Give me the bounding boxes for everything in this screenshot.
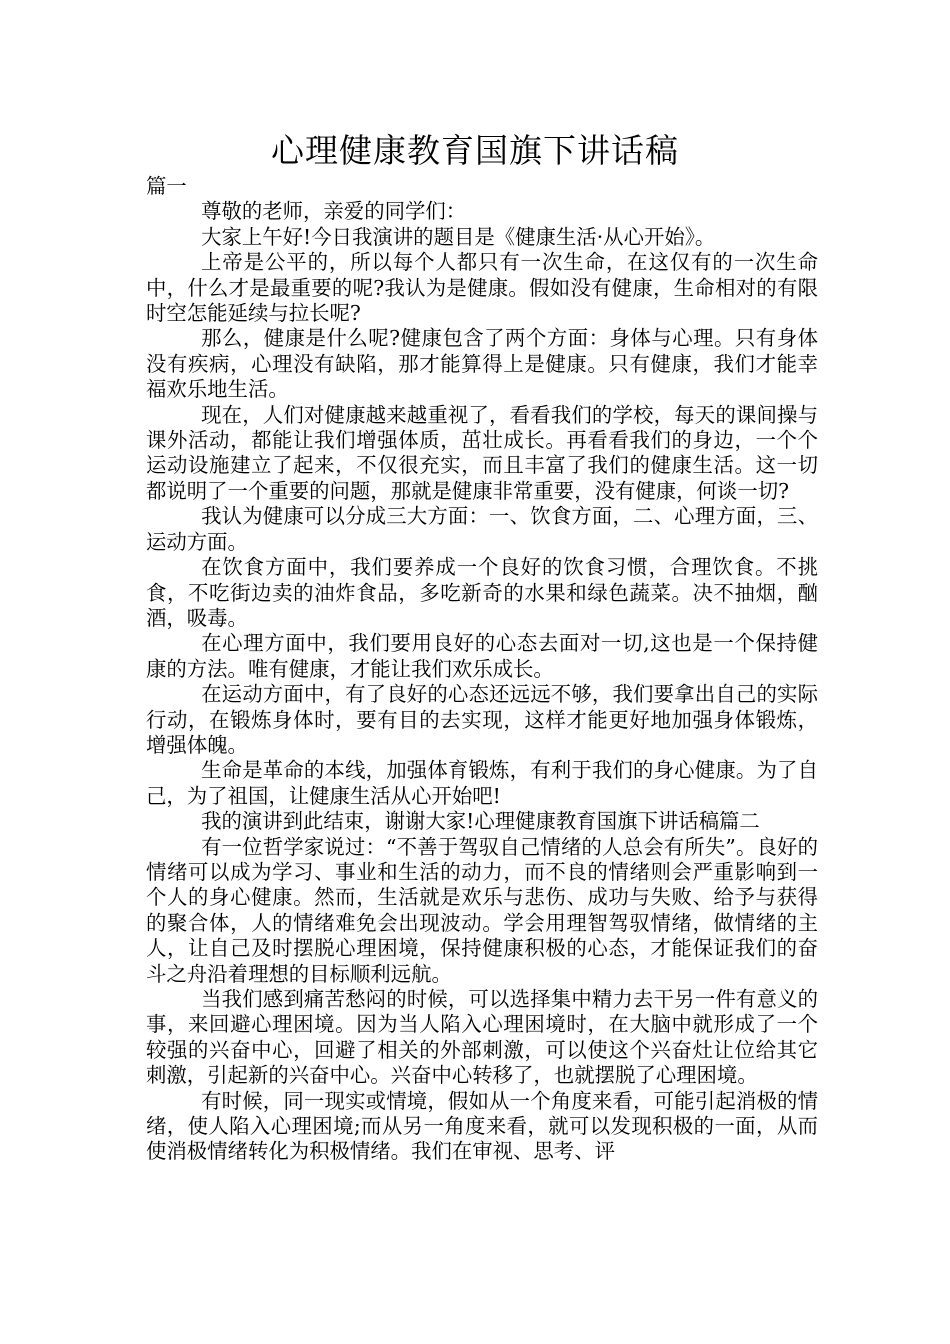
- paragraph: 现在，人们对健康越来越重视了，看看我们的学校，每天的课间操与课外活动，都能让我们增强体质，茁壮成长。再看看我们的身边，一个个运动设施建立了起来，不仅很充实，而且丰富了我们的健康生活。这一切都说明了一个重要的问题，那就是健康非常重要，没有健康，何谈一切?: [146, 402, 818, 503]
- section-label: 篇一: [146, 174, 187, 198]
- paragraph: 我的演讲到此结束，谢谢大家!心理健康教育国旗下讲话稿篇二: [201, 809, 760, 834]
- paragraph: 在心理方面中，我们要用良好的心态去面对一切,这也是一个保持健康的方法。唯有健康，才能让我们欢乐成长。: [146, 631, 818, 681]
- paragraph: 有时候，同一现实或情境，假如从一个角度来看，可能引起消极的情绪，使人陷入心理困境;而从另一角度来看，就可以发现积极的一面，从而使消极情绪转化为积极情绪。我们在审视、思考、评: [146, 1088, 818, 1164]
- document-body: [146, 174, 818, 1165]
- paragraph: 在运动方面中，有了良好的心态还远远不够，我们要拿出自己的实际行动，在锻炼身体时，要有目的去实现，这样才能更好地加强身体锻炼，增强体魄。: [146, 682, 818, 757]
- document-title: 心理健康教育国旗下讲话稿: [271, 131, 679, 170]
- paragraph-greeting: 尊敬的老师，亲爱的同学们：: [201, 199, 467, 224]
- paragraph: 在饮食方面中，我们要养成一个良好的饮食习惯，合理饮食。不挑食，不吃街边卖的油炸食品，多吃新奇的水果和绿色蔬菜。决不抽烟，酗酒，吸毒。: [146, 555, 818, 630]
- paragraph: 上帝是公平的，所以每个人都只有一次生命，在这仅有的一次生命中，什么才是最重要的呢?我认为是健康。假如没有健康，生命相对的有限时空怎能延续与拉长呢?: [146, 250, 818, 326]
- paragraph: 有一位哲学家说过：“不善于驾驭自己情绪的人总会有所失”。良好的情绪可以成为学习、事业和生活的动力，而不良的情绪则会严重影响到一个人的身心健康。然而，生活就是欢乐与悲伤、成功与失败、给予与获得的聚合体，人的情绪难免会出现波动。学会用理智驾驭情绪，做情绪的主人，让自己及时摆脱心理困境，保持健康积极的心态，才能保证我们的奋斗之舟沿着理想的目标顺利远航。: [146, 834, 818, 986]
- paragraph: 那么，健康是什么呢?健康包含了两个方面：身体与心理。只有身体没有疾病，心理没有缺陷，那才能算得上是健康。只有健康，我们才能幸福欢乐地生活。: [146, 326, 818, 402]
- paragraph: 当我们感到痛苦愁闷的时候，可以选择集中精力去干另一件有意义的事，来回避心理困境。因为当人陷入心理困境时，在大脑中就形成了一个较强的兴奋中心，回避了相关的外部刺激，可以使这个兴奋灶让位给其它刺激，引起新的兴奋中心。兴奋中心转移了，也就摆脱了心理困境。: [146, 987, 818, 1088]
- paragraph: 我认为健康可以分成三大方面：一、饮食方面，二、心理方面，三、运动方面。: [146, 504, 818, 554]
- paragraph-topic: 大家上午好!今日我演讲的题目是《健康生活·从心开始》。: [201, 224, 716, 249]
- paragraph: 生命是革命的本线，加强体育锻炼，有利于我们的身心健康。为了自己，为了祖国，让健康生活从心开始吧!: [146, 758, 818, 808]
